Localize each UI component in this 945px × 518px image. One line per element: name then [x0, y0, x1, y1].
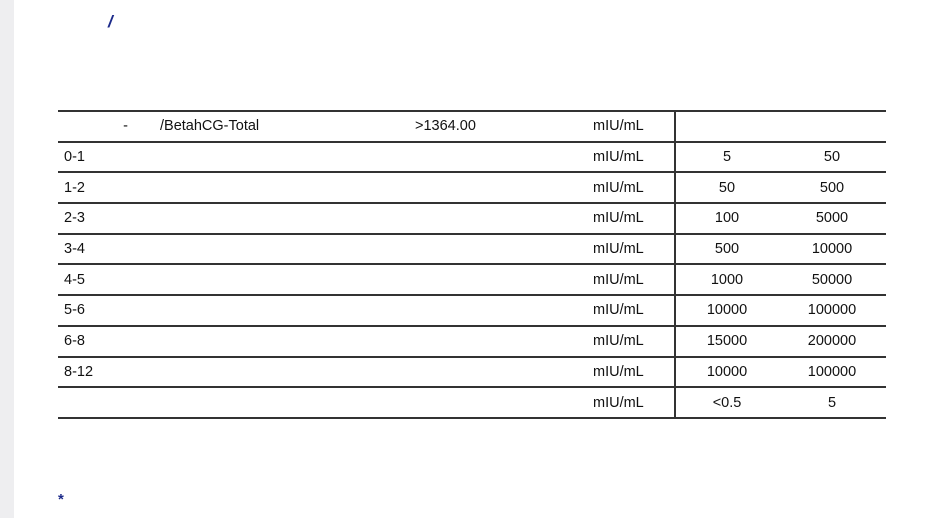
ref-low: 500 — [675, 234, 778, 265]
test-name-cell — [58, 111, 388, 142]
ref-low: 5 — [675, 142, 778, 173]
unit: mIU/mL — [593, 179, 644, 196]
unit: mIU/mL — [593, 241, 644, 258]
test-dash: - — [123, 118, 128, 135]
result-unit-cell — [569, 111, 675, 142]
week-range: 6-8 — [64, 333, 85, 350]
result-value-cell — [388, 111, 569, 142]
table-row — [58, 295, 886, 326]
table-row — [58, 142, 886, 173]
week-range: 3-4 — [64, 241, 85, 258]
ref-low: 100 — [675, 203, 778, 234]
table-row — [58, 264, 886, 295]
table-row — [58, 203, 886, 234]
ref-high: 100000 — [778, 357, 886, 388]
result-row — [58, 111, 886, 142]
footnote-marker: * — [58, 491, 64, 508]
test-name: /BetahCG-Total — [160, 118, 260, 135]
table-row — [58, 326, 886, 357]
ref-high: 5 — [778, 387, 886, 418]
ref-low: 10000 — [675, 357, 778, 388]
header-mark: / — [108, 12, 113, 31]
unit: mIU/mL — [593, 149, 644, 166]
unit: mIU/mL — [593, 210, 644, 227]
unit: mIU/mL — [593, 394, 644, 411]
week-range: 2-3 — [64, 210, 85, 227]
ref-low: 1000 — [675, 264, 778, 295]
ref-low: <0.5 — [675, 387, 778, 418]
result-high-cell — [778, 111, 886, 142]
week-range: 5-6 — [64, 302, 85, 319]
ref-high: 500 — [778, 172, 886, 203]
lab-results-table — [58, 110, 886, 419]
result-value: >1364.00 — [415, 118, 476, 135]
ref-low: 15000 — [675, 326, 778, 357]
week-range: 8-12 — [64, 363, 94, 380]
table-row — [58, 234, 886, 265]
ref-low: 10000 — [675, 295, 778, 326]
ref-high: 50000 — [778, 264, 886, 295]
ref-high: 50 — [778, 142, 886, 173]
table-row — [58, 387, 886, 418]
unit: mIU/mL — [593, 271, 644, 288]
unit: mIU/mL — [593, 333, 644, 350]
unit: mIU/mL — [593, 302, 644, 319]
table-row — [58, 357, 886, 388]
week-range: 0-1 — [64, 149, 85, 166]
table-row — [58, 172, 886, 203]
report-page — [14, 0, 945, 518]
ref-low: 50 — [675, 172, 778, 203]
result-low-cell — [675, 111, 778, 142]
ref-high: 200000 — [778, 326, 886, 357]
result-unit: mIU/mL — [593, 118, 644, 135]
ref-high: 100000 — [778, 295, 886, 326]
ref-high: 5000 — [778, 203, 886, 234]
week-range: 4-5 — [64, 271, 85, 288]
unit: mIU/mL — [593, 363, 644, 380]
week-range: 1-2 — [64, 179, 85, 196]
ref-high: 10000 — [778, 234, 886, 265]
